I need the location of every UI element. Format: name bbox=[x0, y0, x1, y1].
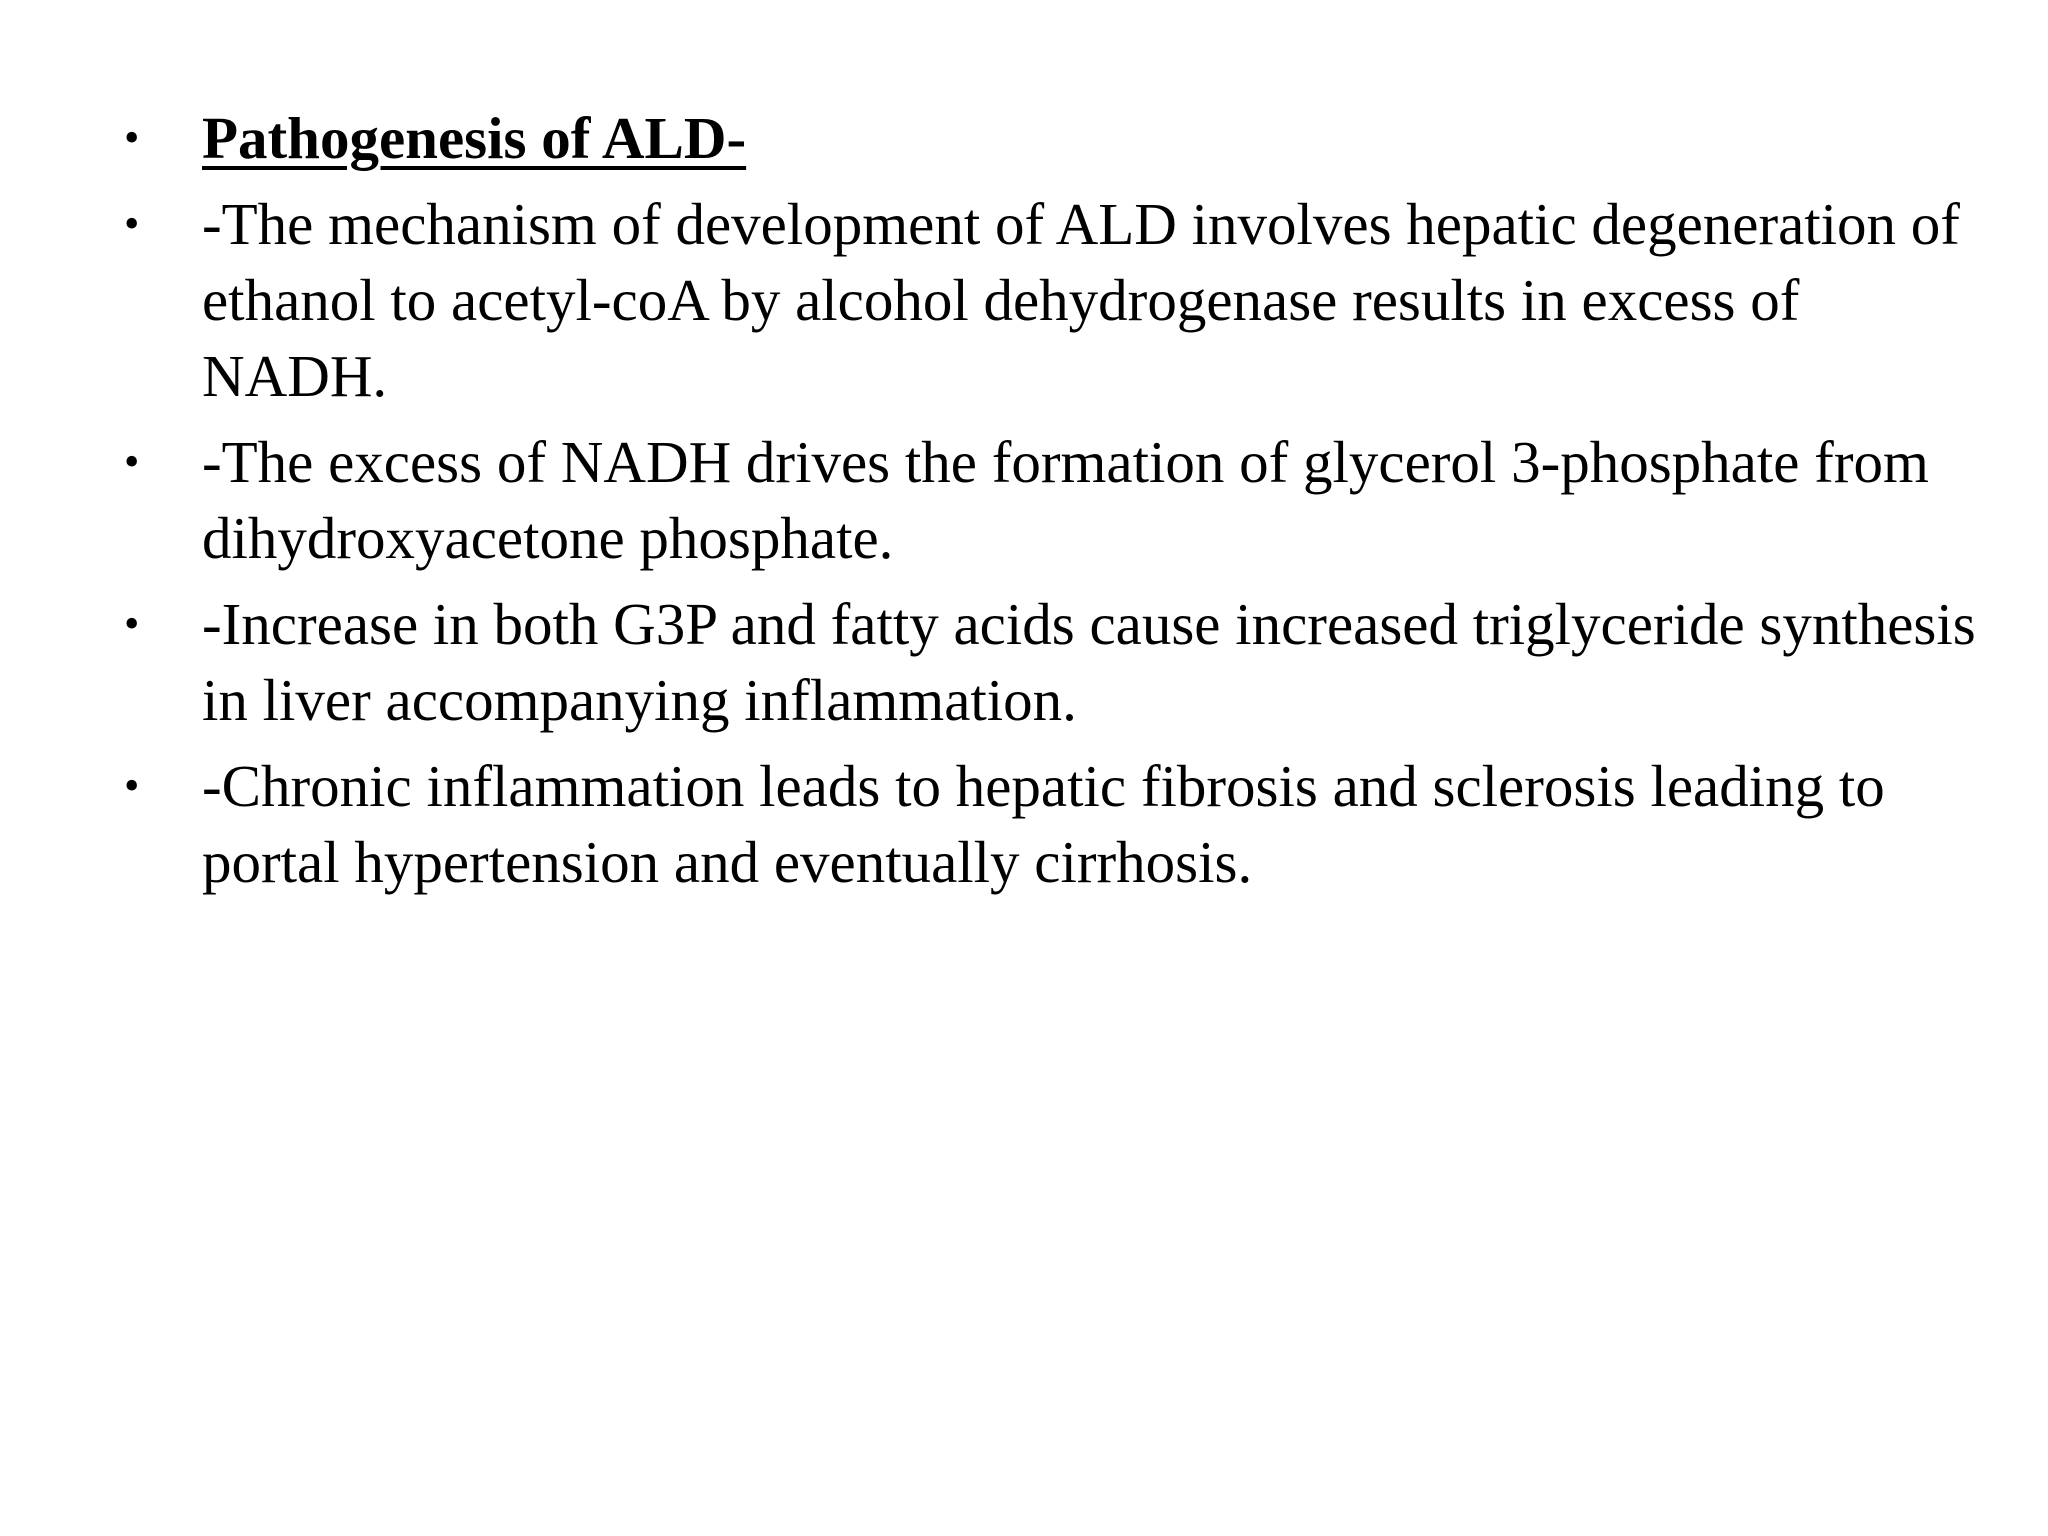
bullet-text: -The mechanism of development of ALD involves hepatic degeneration of ethanol to acetyl-coA by alcohol dehydrogenase results in excess of NADH. bbox=[202, 191, 1960, 409]
slide-heading: Pathogenesis of ALD- bbox=[202, 105, 747, 171]
bullet-text: -Chronic inflammation leads to hepatic fibrosis and sclerosis leading to portal hypertension and eventually cirrhosis. bbox=[202, 753, 1885, 895]
bullet-dot: • bbox=[124, 113, 140, 162]
bullet-dot: • bbox=[124, 199, 140, 248]
bullet-dot: • bbox=[124, 437, 140, 486]
bullet-dot: • bbox=[124, 761, 140, 810]
bullet-item bbox=[116, 186, 1986, 414]
bullet-text: -The excess of NADH drives the formation of glycerol 3-phosphate from dihydroxyacetone phosphate. bbox=[202, 429, 1929, 571]
bullet-text: -Increase in both G3P and fatty acids cause increased triglyceride synthesis in liver accompanying inflammation. bbox=[202, 591, 1976, 733]
bullet-item bbox=[116, 586, 1986, 738]
bullet-item-heading bbox=[116, 100, 1986, 176]
bullet-item bbox=[116, 748, 1986, 900]
bullet-dot: • bbox=[124, 599, 140, 648]
bullet-item bbox=[116, 424, 1986, 576]
bullet-list bbox=[116, 100, 1986, 910]
